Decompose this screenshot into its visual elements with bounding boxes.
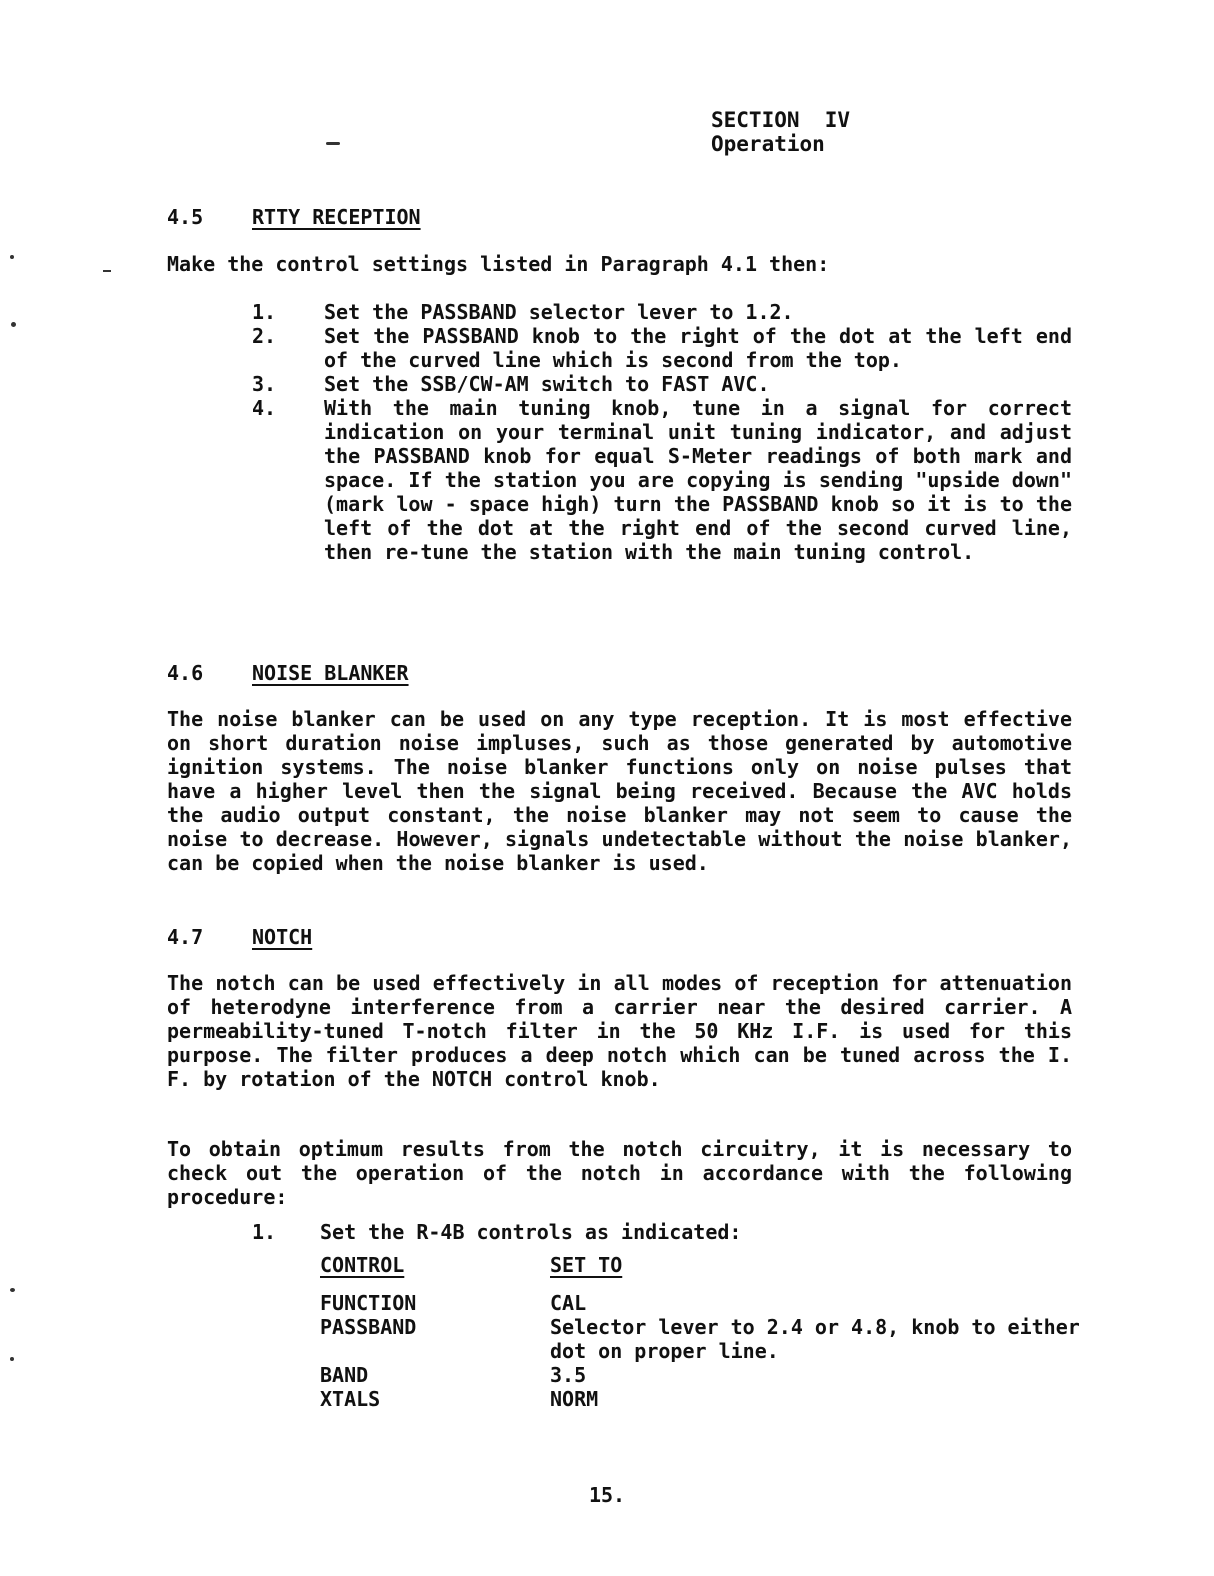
section-header [711,108,850,156]
column-header-control: CONTROL [320,1253,405,1277]
step-text: Set the SSB/CW-AM switch to FAST AVC. [324,372,770,396]
section-heading-4-5 [167,205,421,229]
list-item [252,324,1072,372]
section-label: SECTION IV [711,108,851,132]
control-settings-table [320,1253,1100,1411]
section-title: NOISE BLANKER [252,661,409,685]
table-row [320,1315,1100,1363]
control-setting: NORM [550,1387,599,1411]
step-text: Set the PASSBAND knob to the right of the dot at the left end of the curved line which is second from the top. [324,324,1072,372]
table-row [320,1363,1100,1387]
scan-speck [11,322,16,327]
scan-speck [10,255,14,259]
section-title: RTTY RECEPTION [252,205,421,229]
list-item [252,1220,1072,1244]
list-item [252,396,1072,564]
notch-body: The notch can be used effectively in all modes of reception for attenuation of heterodyne interference from a carrier near the desired carrier. A permeability-tuned T-notch filter in the 50 KHz I.F. is used for this purpose. The filter produces a deep notch which can be tuned across the I. F. by rotation of the NOTCH control knob. [167,971,1072,1091]
table-header-row [320,1253,1100,1277]
scan-speck [10,1357,14,1361]
control-setting: 3.5 [550,1363,587,1387]
section-heading-4-7 [167,925,312,949]
list-item [252,300,1072,324]
step-text: With the main tuning knob, tune in a signal for correct indication on your terminal unit tuning indicator, and adjust the PASSBAND knob for equal S-Meter readings of both mark and space. If the station you are copying is sending "upside down" (mark low - space high) turn the PASSBAND knob so it is to the left of the dot at the right end of the second curved line, then re-tune the station with the main tuning control. [324,396,1072,564]
section-title: NOTCH [252,925,313,949]
scan-speck [103,270,111,272]
step-number: 1. [252,300,277,324]
section-heading-4-6 [167,661,409,685]
section-number: 4.5 [167,205,204,229]
section-number: 4.7 [167,925,204,949]
rtty-steps [252,300,1072,564]
step-text: Set the R-4B controls as indicated: [320,1220,742,1244]
rtty-intro: Make the control settings listed in Paragraph 4.1 then: [167,252,830,276]
table-row [320,1387,1100,1411]
step-number: 2. [252,324,277,348]
table-row [320,1291,1100,1315]
control-setting: CAL [550,1291,587,1315]
list-item [252,372,1072,396]
step-number: 4. [252,396,277,420]
section-number: 4.6 [167,661,204,685]
notch-steps [252,1220,1072,1244]
column-header-set-to: SET TO [550,1253,623,1277]
scan-speck [326,142,340,145]
control-name: PASSBAND [320,1315,417,1339]
page-number: 15. [588,1483,626,1507]
step-number: 1. [252,1220,277,1244]
notch-procedure-intro: To obtain optimum results from the notch circuitry, it is necessary to check out the operation of the notch in accordance with the following procedure: [167,1137,1072,1209]
control-name: FUNCTION [320,1291,417,1315]
control-name: XTALS [320,1387,381,1411]
control-name: BAND [320,1363,369,1387]
control-setting: Selector lever to 2.4 or 4.8, knob to either dot on proper line. [550,1315,1080,1363]
step-number: 3. [252,372,277,396]
scan-speck [10,1288,15,1292]
step-text: Set the PASSBAND selector lever to 1.2. [324,300,794,324]
noise-blanker-body: The noise blanker can be used on any type reception. It is most effective on short duration noise impluses, such as those generated by automotive ignition systems. The noise blanker functions only on noise pulses that have a higher level then the signal being received. Because the AVC holds the audio output constant, the noise blanker may not seem to cause the noise to decrease. However, signals undetectable without the noise blanker, can be copied when the noise blanker is used. [167,707,1072,875]
section-subtitle: Operation [711,132,825,156]
